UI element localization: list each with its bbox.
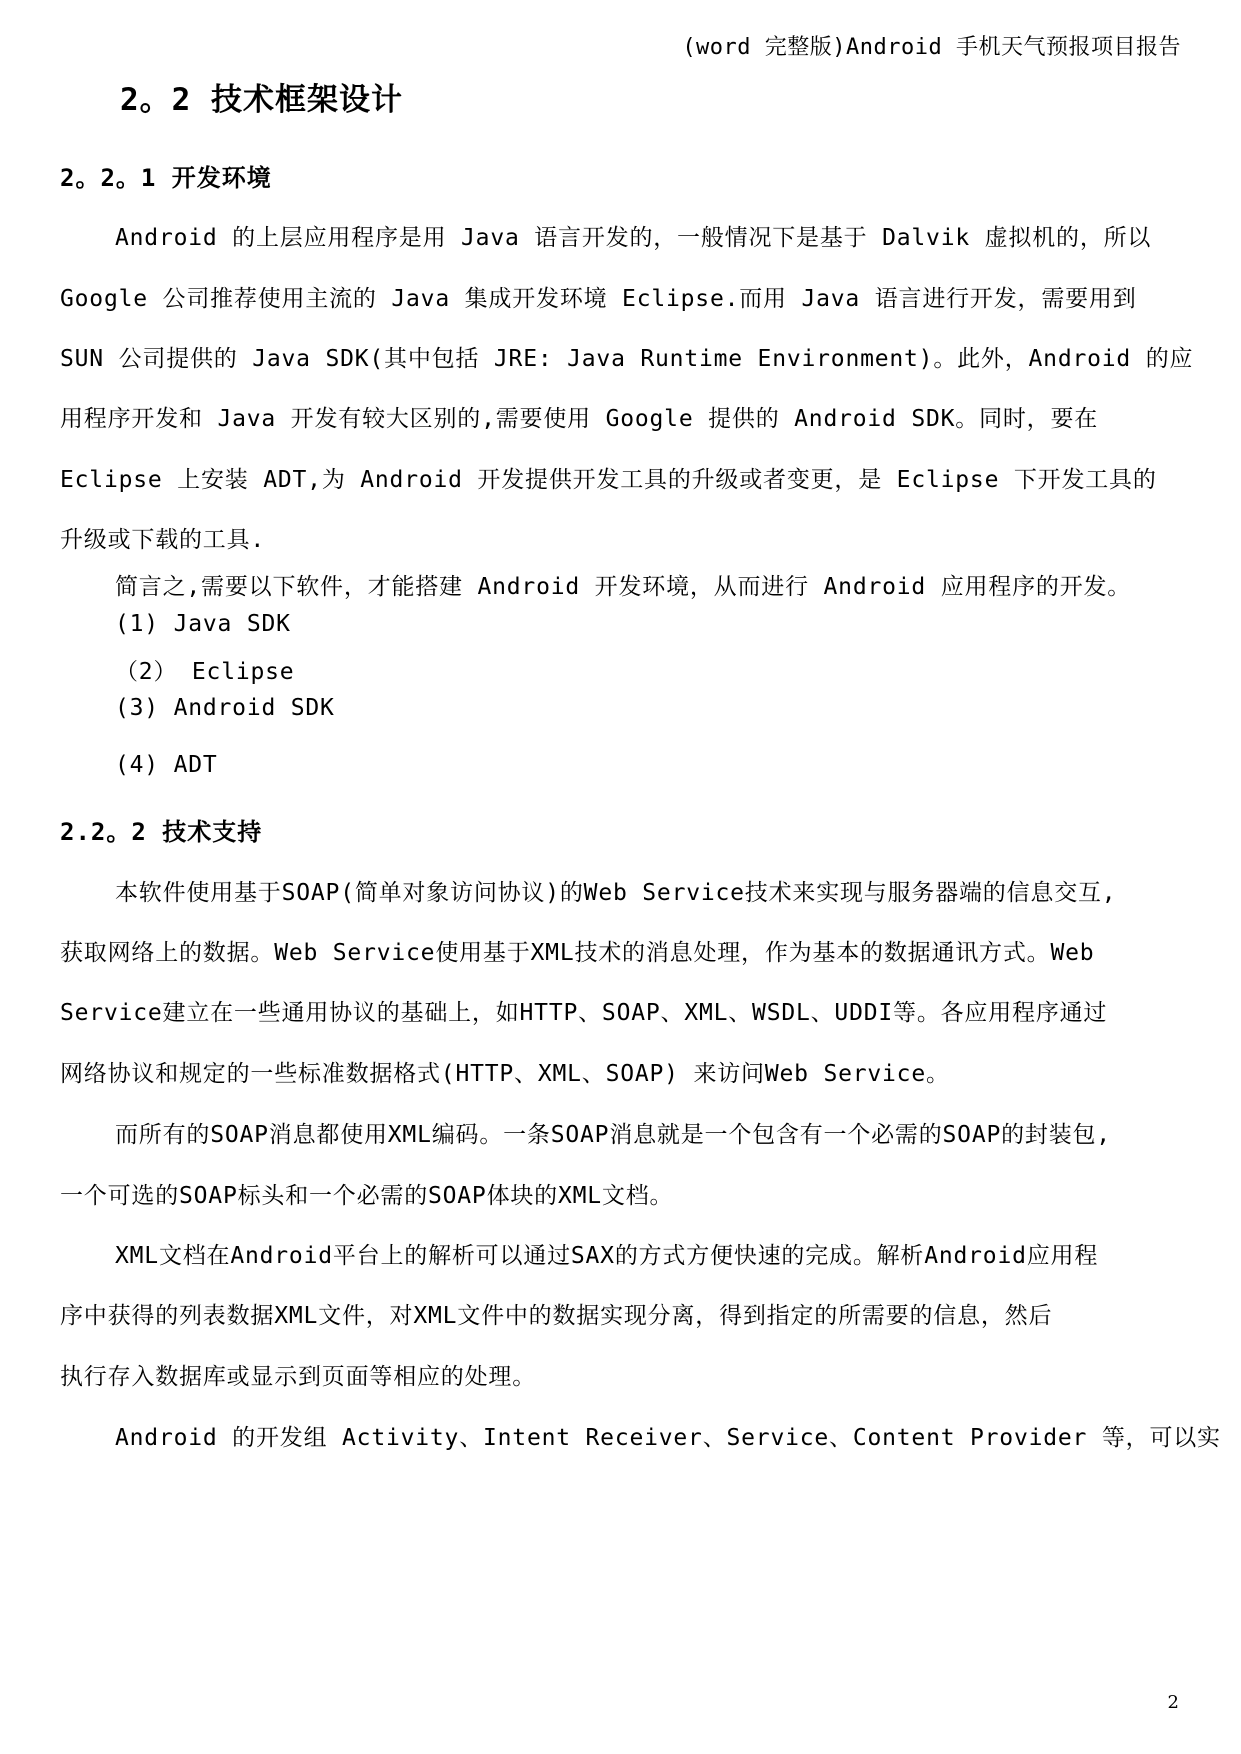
- paragraph-line: Android 的开发组 Activity、Intent Receiver、Service、Content Provider 等，可以实: [115, 1425, 1221, 1451]
- paragraph-line: Android 的上层应用程序是用 Java 语言开发的，一般情况下是基于 Dalvik 虚拟机的，所以: [115, 225, 1152, 251]
- section-heading: 2。2 技术框架设计: [120, 82, 403, 118]
- list-item: (3) Android SDK: [115, 695, 335, 721]
- paragraph-line: 升级或下载的工具.: [60, 527, 266, 553]
- paragraph-line: 序中获得的列表数据XML文件，对XML文件中的数据实现分离，得到指定的所需要的信息，然后: [60, 1303, 1053, 1329]
- paragraph-line: Service建立在一些通用协议的基础上，如HTTP、SOAP、XML、WSDL、UDDI等。各应用程序通过: [60, 1000, 1108, 1026]
- paragraph-line: SUN 公司提供的 Java SDK(其中包括 JRE: Java Runtime Environment)。此外，Android 的应: [60, 346, 1194, 372]
- paragraph-line: 网络协议和规定的一些标准数据格式(HTTP、XML、SOAP) 来访问Web Service。: [60, 1061, 950, 1087]
- list-item: (4) ADT: [115, 752, 218, 778]
- paragraph-line: 本软件使用基于SOAP(简单对象访问协议)的Web Service技术来实现与服务器端的信息交互,: [115, 880, 1117, 906]
- paragraph-line: 执行存入数据库或显示到页面等相应的处理。: [60, 1364, 536, 1390]
- document-header: (word 完整版)Android 手机天气预报项目报告: [682, 35, 1181, 60]
- subsection-heading-dev-env: 2。2。1 开发环境: [60, 164, 272, 192]
- paragraph-line: 一个可选的SOAP标头和一个必需的SOAP体块的XML文档。: [60, 1183, 674, 1209]
- paragraph-line: 而所有的SOAP消息都使用XML编码。一条SOAP消息就是一个包含有一个必需的SOAP的封装包,: [115, 1122, 1111, 1148]
- paragraph-line: 获取网络上的数据。Web Service使用基于XML技术的消息处理，作为基本的数据通讯方式。Web: [60, 940, 1095, 966]
- paragraph-line: XML文档在Android平台上的解析可以通过SAX的方式方便快速的完成。解析Android应用程: [115, 1243, 1099, 1269]
- summary-line: 简言之,需要以下软件，才能搭建 Android 开发环境，从而进行 Android 应用程序的开发。: [115, 574, 1132, 600]
- list-item: (1) Java SDK: [115, 611, 291, 637]
- paragraph-line: 用程序开发和 Java 开发有较大区别的,需要使用 Google 提供的 Android SDK。同时，要在: [60, 406, 1099, 432]
- paragraph-line: Google 公司推荐使用主流的 Java 集成开发环境 Eclipse.而用 Java 语言进行开发，需要用到: [60, 286, 1137, 312]
- paragraph-line: Eclipse 上安装 ADT,为 Android 开发提供开发工具的升级或者变更，是 Eclipse 下开发工具的: [60, 467, 1157, 493]
- page-number: 2: [1167, 1692, 1179, 1713]
- subsection-heading-tech-support: 2.2。2 技术支持: [60, 818, 263, 846]
- list-item: （2） Eclipse: [115, 659, 295, 685]
